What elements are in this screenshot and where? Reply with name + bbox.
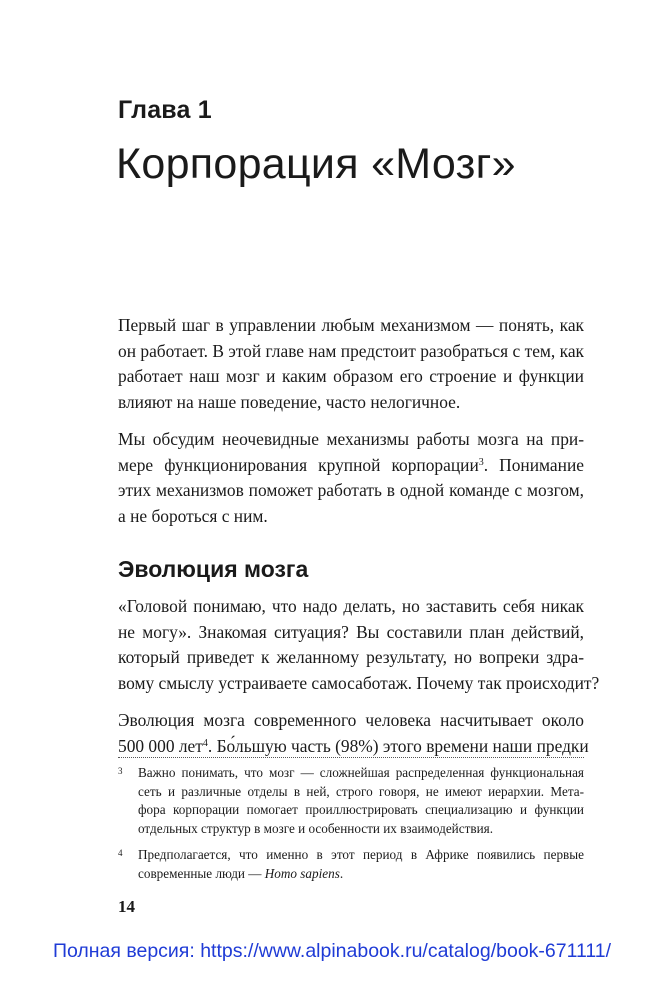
chapter-title: Корпорация «Мозг» <box>116 140 516 188</box>
text-line: который приведет к желанному результату, но вопреки здра- <box>118 647 584 667</box>
full-version-link[interactable]: Полная версия: https://www.alpinabook.ru/catalog/book-671111/ <box>52 940 612 962</box>
text-fragment: современные люди — <box>138 865 265 881</box>
text-fragment: мере функционирования крупной корпорации <box>118 454 479 475</box>
text-line: Первый шаг в управлении любым механизмом — понять, как <box>118 315 584 335</box>
text-fragment: 500 000 лет <box>118 735 203 756</box>
footnote-line: сеть и различные отделы в ней, строго говоря, не имеют иерархии. Мета- <box>138 783 584 799</box>
footnote-line: фора корпорации помогает проиллюстрировать специализацию и функции <box>138 802 584 817</box>
section-heading: Эволюция мозга <box>118 556 309 582</box>
intro-paragraph-2 <box>118 427 584 529</box>
section-paragraph-2 <box>118 708 589 759</box>
chapter-label: Глава 1 <box>118 96 212 124</box>
footnote-line <box>138 865 584 884</box>
footnotes <box>118 764 584 891</box>
page-number: 14 <box>118 897 135 916</box>
footnote-divider <box>118 757 584 758</box>
footnote-line: Важно понимать, что мозг — сложнейшая распределенная функциональная <box>138 765 584 780</box>
text-line: «Головой понимаю, что надо делать, но заставить себя никак <box>118 596 584 616</box>
text-line <box>118 734 589 760</box>
footnote-mark: 3 <box>118 766 123 776</box>
text-line: а не бороться с ним. <box>118 505 268 526</box>
footnote-reference-3[interactable]: 3 <box>478 456 484 468</box>
footnote-3 <box>118 764 584 838</box>
section-text <box>118 594 600 771</box>
text-line <box>118 453 584 479</box>
intro-paragraph-1 <box>118 313 584 415</box>
footnote-mark: 4 <box>118 848 123 858</box>
text-line: он работает. В этой главе нам предстоит разобраться с тем, как <box>118 340 584 361</box>
footnote-4 <box>118 846 584 883</box>
text-line: Мы обсудим неочевидные механизмы работы мозга на при- <box>118 429 584 449</box>
footnote-line: Предполагается, что именно в этот период в Африке появились первые <box>138 847 584 862</box>
text-fragment: . Бо́льшую часть (98%) этого времени наши предки <box>207 735 589 756</box>
text-line: влияют на наше поведение, часто нелогичное. <box>118 391 461 412</box>
intro-text <box>118 313 584 541</box>
text-line: Эволюция мозга современного человека насчитывает около <box>118 710 584 730</box>
text-fragment: . Понимание <box>483 454 584 475</box>
text-line: работает наш мозг и каким образом его строение и функции <box>118 366 584 386</box>
text-fragment: . <box>339 865 344 881</box>
text-line: вому смыслу устраиваете самосаботаж. Почему так происходит? <box>118 672 600 693</box>
footnote-reference-4[interactable]: 4 <box>202 737 208 749</box>
text-line: этих механизмов поможет работать в одной команде с мозгом, <box>118 480 584 500</box>
section-paragraph-1 <box>118 594 600 696</box>
species-name: Homo sapiens <box>264 865 340 881</box>
footnote-line: отдельных структур в мозге и особенности их взаимодействия. <box>138 820 493 836</box>
text-line: не могу». Знакомая ситуация? Вы составили план действий, <box>118 621 584 642</box>
